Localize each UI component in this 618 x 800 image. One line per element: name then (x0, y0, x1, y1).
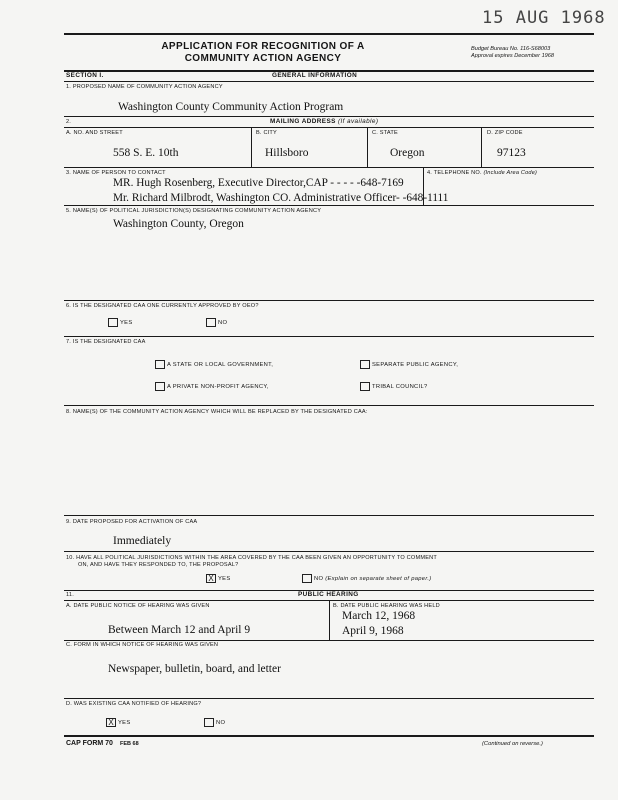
q11a-notice-date: Between March 12 and April 9 (108, 624, 251, 636)
q3-label: 3. NAME OF PERSON TO CONTACT (66, 170, 166, 176)
col-divider (367, 127, 368, 167)
received-stamp: 15 AUG 1968 (482, 8, 606, 28)
q11d-no-label: NO (216, 720, 226, 726)
bottom-border (64, 735, 594, 737)
divider (64, 515, 594, 516)
q7-tribal-council-checkbox[interactable] (360, 382, 370, 391)
q6-yes-label: YES (120, 320, 133, 326)
form-title-line2: COMMUNITY ACTION AGENCY (184, 53, 342, 64)
q6-no-label: NO (218, 320, 228, 326)
divider (64, 167, 594, 168)
contact-line1: MR. Hugh Rosenberg, Executive Director,CAP - - - - -648-7169 (113, 177, 404, 189)
state-value: Oregon (390, 147, 425, 159)
q11b-hearing-date1: March 12, 1968 (342, 610, 416, 622)
divider (64, 81, 594, 82)
budget-bureau-number: Budget Bureau No. 116-S68003 (471, 46, 551, 52)
q4-label (427, 170, 537, 176)
q6-label: 6. IS THE DESIGNATED CAA ONE CURRENTLY APPROVED BY OEO? (66, 303, 259, 309)
q11a-label: A. DATE PUBLIC NOTICE OF HEARING WAS GIVEN (66, 603, 210, 609)
street-value: 558 S. E. 10th (113, 147, 179, 159)
q10-no-text: NO (314, 576, 324, 582)
q2-title-text: MAILING ADDRESS (270, 118, 336, 125)
q7-state-local-gov-checkbox[interactable] (155, 360, 165, 369)
q8-label: 8. NAME(S) OF THE COMMUNITY ACTION AGENCY WHICH WILL BE REPLACED BY THE DESIGNATED CAA: (66, 409, 368, 415)
q1-label: 1. PROPOSED NAME OF COMMUNITY ACTION AGENCY (66, 84, 223, 90)
q9-label: 9. DATE PROPOSED FOR ACTIVATION OF CAA (66, 519, 198, 525)
form-date: FEB 68 (120, 741, 139, 747)
city-value: Hillsboro (265, 147, 309, 159)
q5-jurisdiction: Washington County, Oregon (113, 218, 244, 230)
col-divider (251, 127, 252, 167)
q11-number: 11. (66, 592, 74, 598)
zip-value: 97123 (497, 147, 526, 159)
street-label: A. NO. AND STREET (66, 130, 123, 136)
col-divider (329, 600, 330, 640)
divider (64, 405, 594, 406)
q7-label: 7. IS THE DESIGNATED CAA (66, 339, 146, 345)
q10-yes-label: YES (218, 576, 231, 582)
approval-expiry: Approval expires December 1968 (471, 53, 555, 59)
q2-title-note: (If available) (337, 118, 379, 125)
q11d-yes-checkbox[interactable]: X (106, 718, 116, 727)
divider (64, 551, 594, 552)
zip-label: D. ZIP CODE (487, 130, 523, 136)
q10-yes-checkbox[interactable]: X (206, 574, 216, 583)
q4-label-note: (Include Area Code) (483, 170, 538, 176)
q7-tribal-council-label: TRIBAL COUNCIL? (372, 384, 428, 390)
q5-label: 5. NAME(S) OF POLITICAL JURISDICTION(S) DESIGNATING COMMUNITY ACTION AGENCY (66, 208, 322, 214)
q9-activation-date: Immediately (113, 535, 172, 547)
q11b-hearing-date2: April 9, 1968 (342, 625, 404, 637)
continued-note: (Continued on reverse.) (482, 741, 543, 747)
divider (64, 127, 594, 128)
city-label: B. CITY (256, 130, 277, 136)
q2-title (270, 118, 378, 125)
q11c-label: C. FORM IN WHICH NOTICE OF HEARING WAS GIVEN (66, 642, 219, 648)
col-divider (481, 127, 482, 167)
q11b-label: B. DATE PUBLIC HEARING WAS HELD (333, 603, 440, 609)
q11d-label: D. WAS EXISTING CAA NOTIFIED OF HEARING? (66, 701, 202, 707)
form-title-line1: APPLICATION FOR RECOGNITION OF A (161, 41, 365, 52)
q7-private-nonprofit-label: A PRIVATE NON-PROFIT AGENCY, (167, 384, 269, 390)
q7-separate-public-agency-label: SEPARATE PUBLIC AGENCY, (372, 362, 459, 368)
q7-separate-public-agency-checkbox[interactable] (360, 360, 370, 369)
q11d-no-checkbox[interactable] (204, 718, 214, 727)
section-title: GENERAL INFORMATION (272, 72, 358, 79)
divider (64, 336, 594, 337)
divider (64, 300, 594, 301)
q7-private-nonprofit-checkbox[interactable] (155, 382, 165, 391)
section-label: SECTION I. (66, 72, 104, 79)
q11c-notice-form: Newspaper, bulletin, board, and letter (108, 663, 281, 675)
form-number: CAP FORM 70 (66, 740, 113, 747)
top-border (64, 33, 594, 35)
contact-line2: Mr. Richard Milbrodt, Washington CO. Administrative Officer- -648-1111 (113, 192, 449, 204)
divider (64, 640, 594, 641)
q2-number: 2. (66, 119, 72, 125)
divider (64, 205, 594, 206)
divider (64, 116, 594, 117)
q6-no-checkbox[interactable] (206, 318, 216, 327)
q11d-yes-label: YES (118, 720, 131, 726)
q4-label-text: 4. TELEPHONE NO. (427, 170, 482, 176)
state-label: C. STATE (372, 130, 398, 136)
q10-no-note: (Explain on separate sheet of paper.) (325, 576, 432, 582)
q1-agency-name: Washington County Community Action Program (118, 101, 344, 113)
q11-title: PUBLIC HEARING (298, 591, 359, 598)
q10-label-line2: ON, AND HAVE THEY RESPONDED TO, THE PROPOSAL? (78, 562, 239, 568)
divider (64, 698, 594, 699)
q10-no-label (314, 576, 432, 582)
q6-yes-checkbox[interactable] (108, 318, 118, 327)
q7-state-local-gov-label: A STATE OR LOCAL GOVERNMENT, (167, 362, 274, 368)
q10-no-checkbox[interactable] (302, 574, 312, 583)
q10-label-line1: 10. HAVE ALL POLITICAL JURISDICTIONS WITHIN THE AREA COVERED BY THE CAA BEEN GIVEN AN OPPORTUNITY TO COMMENT (66, 555, 437, 561)
